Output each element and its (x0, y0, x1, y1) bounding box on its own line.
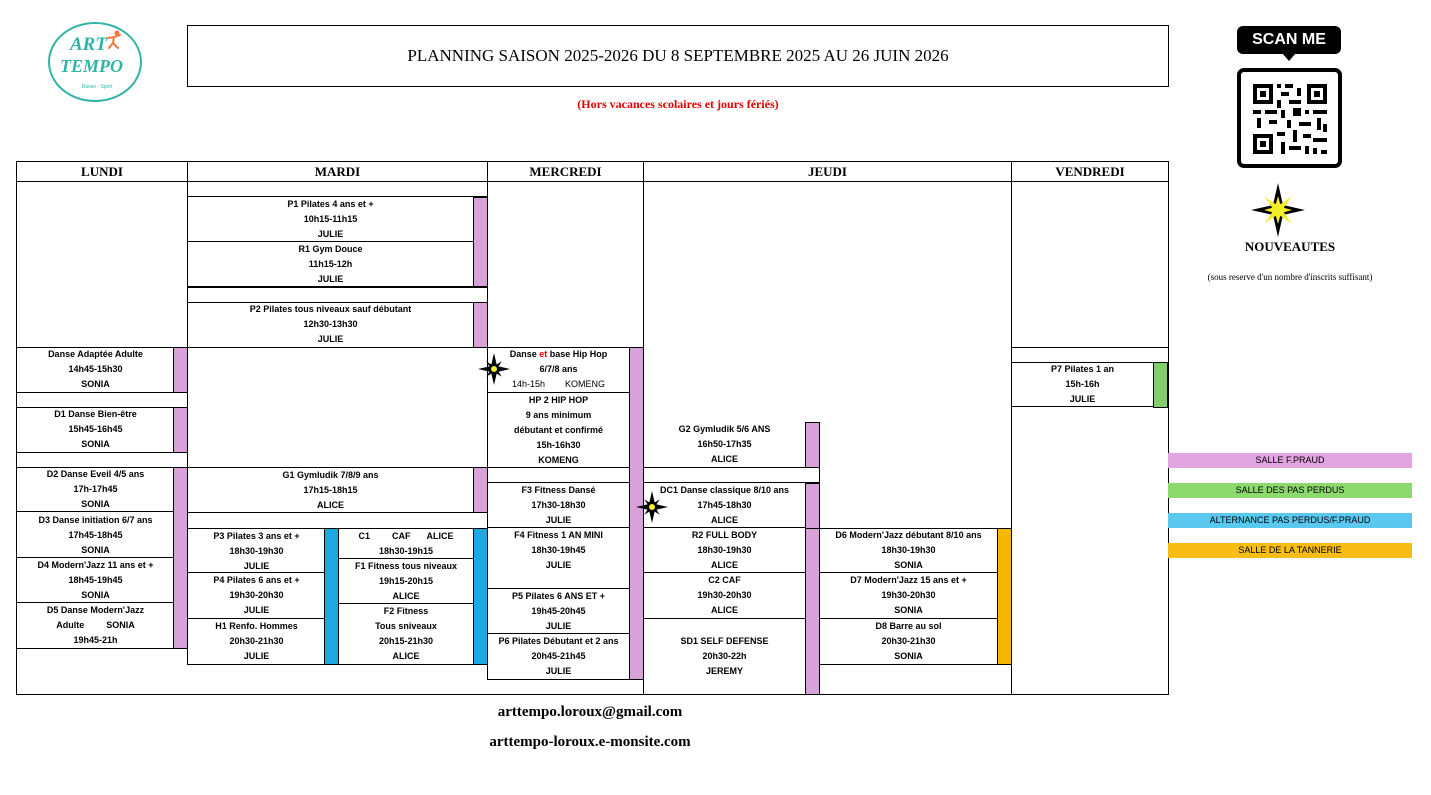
day-header-jeudi: JEUDI (643, 161, 1012, 182)
class-hiphop-base[interactable]: Danse et base Hip Hop 6/7/8 ans 14h-15h KOMENG (488, 347, 629, 393)
class-p1[interactable]: P1 Pilates 4 ans et + 10h15-11h15 JULIE (188, 197, 473, 242)
empty-slot (16, 452, 188, 468)
day-header-mardi: MARDI (187, 161, 488, 182)
room-bar (473, 467, 488, 513)
class-p3[interactable]: P3 Pilates 3 ans et + 18h30-19h30 JULIE (188, 528, 325, 573)
footer-email[interactable]: arttempo.loroux@gmail.com (497, 704, 683, 720)
class-danse-adaptee[interactable]: Danse Adaptée Adulte 14h45-15h30 SONIA (48, 349, 143, 389)
class-sd1[interactable]: SD1 SELF DEFENSE 20h30-22h JEREMY (680, 636, 769, 676)
logo-text-art: ART (70, 34, 107, 55)
class-r1[interactable]: R1 Gym Douce 11h15-12h JULIE (188, 242, 473, 287)
class-dc1[interactable]: DC1 Danse classique 8/10 ans 17h45-18h30 ALICE (644, 483, 805, 528)
class-d8[interactable]: D8 Barre au sol 20h30-21h30 SONIA (820, 619, 997, 665)
room-bar (324, 528, 339, 665)
class-f3[interactable]: F3 Fitness Dansé 17h30-18h30 JULIE (488, 483, 629, 528)
class-hp2[interactable]: HP 2 HIP HOP 9 ans minimum débutant et confirmé 15h-16h30 KOMENG (488, 393, 629, 468)
logo (48, 22, 142, 102)
room-bar (805, 422, 820, 468)
class-d2[interactable]: D2 Danse Eveil 4/5 ans 17h-17h45 SONIA (17, 467, 174, 512)
room-bar (997, 528, 1012, 665)
nouveautes-title: NOUVEAUTES (1244, 239, 1336, 254)
day-header-vendredi: VENDREDI (1011, 161, 1169, 182)
class-d5[interactable]: D5 Danse Modern'Jazz Adulte SONIA 19h45-21h (17, 603, 174, 649)
scan-me-pointer (1282, 53, 1296, 61)
empty-slot (16, 392, 188, 408)
legend-salle-fpraud: SALLE F.PRAUD (1168, 453, 1412, 468)
title-box (187, 25, 1169, 87)
room-bar (473, 302, 488, 348)
room-bar (1153, 362, 1168, 408)
nouveautes-star-icon (1250, 182, 1306, 238)
class-p2[interactable]: P2 Pilates tous niveaux sauf débutant 12h30-13h30 JULIE (249, 304, 412, 344)
room-bar (173, 347, 188, 393)
scan-me-badge (1237, 26, 1341, 54)
class-p5[interactable]: P5 Pilates 6 ANS ET + 19h45-20h45 JULIE (488, 589, 629, 634)
legend-salle-pas-perdus: SALLE DES PAS PERDUS (1168, 483, 1412, 498)
nouveautes-note: (sous reserve d'un nombre d'inscrits suffisant) (1207, 272, 1373, 282)
class-p6[interactable]: P6 Pilates Débutant et 2 ans 20h45-21h45 JULIE (488, 634, 629, 680)
page-title: PLANNING SAISON 2025-2026 DU 8 SEPTEMBRE 2025 AU 26 JUIN 2026 (407, 46, 949, 65)
footer-website[interactable]: arttempo-loroux.e-monsite.com (489, 734, 691, 750)
class-d7[interactable]: D7 Modern'Jazz 15 ans et + 19h30-20h30 SONIA (820, 573, 997, 619)
qr-code[interactable] (1237, 68, 1342, 168)
class-c1[interactable]: C1 CAF ALICE 18h30-19h15 (339, 528, 473, 558)
class-r2[interactable]: R2 FULL BODY 18h30-19h30 ALICE (644, 528, 805, 573)
legend-alternance: ALTERNANCE PAS PERDUS/F.PRAUD (1168, 513, 1412, 528)
room-bar (473, 197, 488, 287)
class-d6[interactable]: D6 Modern'Jazz débutant 8/10 ans 18h30-19h30 SONIA (820, 528, 997, 573)
room-bar (173, 467, 188, 649)
day-header-mercredi: MERCREDI (487, 161, 644, 182)
class-c2[interactable]: C2 CAF 19h30-20h30 ALICE (644, 573, 805, 619)
class-g1[interactable]: G1 Gymludik 7/8/9 ans 17h15-18h15 ALICE (188, 467, 473, 513)
room-bar (473, 528, 488, 665)
logo-dancer-icon (106, 30, 122, 50)
legend-salle-tannerie: SALLE DE LA TANNERIE (1168, 543, 1412, 558)
class-h1[interactable]: H1 Renfo. Hommes 20h30-21h30 JULIE (188, 619, 325, 665)
logo-tagline: Danse - Sport (81, 84, 113, 90)
class-p7[interactable]: P7 Pilates 1 an 15h-16h JULIE (1012, 362, 1153, 407)
empty-slot (1011, 347, 1169, 363)
class-g2[interactable]: G2 Gymludik 5/6 ANS 16h50-17h35 ALICE (678, 424, 771, 464)
room-bar (173, 407, 188, 453)
empty-slot (187, 287, 488, 303)
page-subtitle: (Hors vacances scolaires et jours fériés) (577, 97, 779, 111)
logo-text-tempo: TEMPO (60, 56, 123, 76)
empty-slot (643, 467, 820, 483)
col-sep (487, 347, 488, 680)
class-d3[interactable]: D3 Danse initiation 6/7 ans 17h45-18h45 SONIA (17, 513, 174, 558)
empty-slot (187, 181, 488, 197)
row-sep (187, 302, 488, 303)
class-d4[interactable]: D4 Modern'Jazz 11 ans et + 18h45-19h45 SONIA (17, 558, 174, 603)
scan-me-label: SCAN ME (1252, 31, 1326, 48)
class-p4[interactable]: P4 Pilates 6 ans et + 19h30-20h30 JULIE (188, 573, 325, 619)
row-sep (16, 467, 188, 468)
class-f1[interactable]: F1 Fitness tous niveaux 19h15-20h15 ALICE (339, 558, 473, 604)
new-class-star-icon (477, 352, 511, 386)
room-bar (805, 483, 820, 695)
class-f4[interactable]: F4 Fitness 1 AN MINI 18h30-19h45 JULIE (488, 528, 629, 589)
new-class-star-icon (635, 490, 669, 524)
class-d1[interactable]: D1 Danse Bien-être 15h45-16h45 SONIA (54, 409, 137, 449)
day-header-lundi: LUNDI (16, 161, 188, 182)
class-f2[interactable]: F2 Fitness Tous sniveaux 20h15-21h30 ALICE (339, 604, 473, 665)
row-sep (16, 347, 188, 348)
